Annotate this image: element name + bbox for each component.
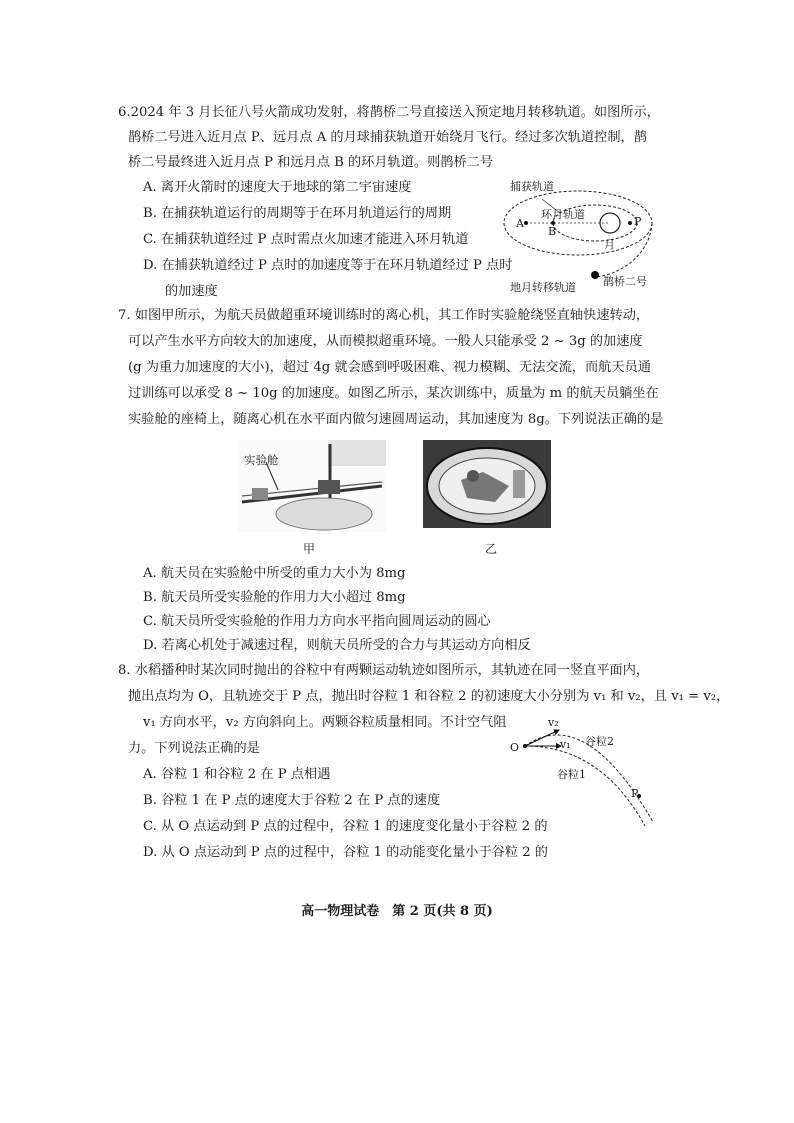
q7-label-cabin: 实验舱 [244, 453, 279, 467]
q7-option-a: A. 航天员在实验舱中所受的重力大小为 8mg [143, 566, 406, 581]
q6-label-a: A [516, 217, 524, 230]
q8-label-v2: v₂ [548, 716, 559, 729]
q8-label-v1: v₁ [560, 738, 571, 751]
q8-stem-line-1: 8. 水稻播种时某次同时抛出的谷粒中有两颗运动轨迹如图所示，其轨迹在同一竖直平面内， [118, 663, 650, 678]
q8-stem-line-3: v₁ 方向水平，v₂ 方向斜向上。两颗谷粒质量相同。不计空气阻 [143, 715, 507, 730]
q7-stem-line-4: 过训练可以承受 8 ~ 10g 的加速度。如图乙所示，某次训练中，质量为 m 的航天员躺坐在 [128, 386, 659, 401]
q6-option-c: C. 在捕获轨道经过 P 点时需点火加速才能进入环月轨道 [143, 232, 469, 247]
q8-stem-line-4: 力。下列说法正确的是 [128, 741, 260, 756]
q7-caption-jia: 甲 [303, 542, 316, 556]
q6-label-p: P [634, 215, 642, 228]
q8-option-d: D. 从 O 点运动到 P 点的过程中，谷粒 1 的动能变化量小于谷粒 2 的 [143, 845, 548, 860]
q8-label-grain1: 谷粒1 [557, 768, 586, 781]
q6-label-moon: 月 [604, 238, 615, 251]
q7-stem-line-5: 实验舱的座椅上，随离心机在水平面内做匀速圆周运动，其加速度为 8g。下列说法正确的是 [128, 412, 664, 427]
q7-stem-line-2: 可以产生水平方向较大的加速度，从而模拟超重环境。一般人只能承受 2 ~ 3g 的加速度 [128, 334, 643, 349]
q6-stem-line-2: 鹊桥二号进入近月点 P、远月点 A 的月球捕获轨道开始绕月飞行。经过多次轨道控制，鹊 [128, 130, 647, 145]
satellite-icon [591, 271, 599, 279]
q6-label-lunar-orbit: 环月轨道 [541, 208, 585, 221]
q7-stem-line-3: (g 为重力加速度的大小)，超过 4g 就会感到呼吸困难、视力模糊、无法交流，而航天员通 [128, 360, 651, 375]
q6-stem-line-3: 桥二号最终进入近月点 P 和远月点 B 的环月轨道。则鹊桥二号 [128, 155, 494, 170]
q6-label-capture-orbit: 捕获轨道 [510, 180, 554, 193]
q6-label-satellite: 鹊桥二号 [603, 275, 647, 288]
q6-label-b: B [548, 225, 557, 238]
astronaut-cabin-photo [423, 440, 551, 528]
q8-label-grain2: 谷粒2 [585, 735, 614, 748]
v2-arrow [525, 730, 559, 746]
q8-label-o: O [510, 741, 520, 754]
q7-option-b: B. 航天员所受实验舱的作用力大小超过 8mg [143, 590, 406, 605]
q8-option-b: B. 谷粒 1 在 P 点的速度大于谷粒 2 在 P 点的速度 [143, 793, 441, 808]
q7-stem-line-1: 7. 如图甲所示，为航天员做超重环境训练时的离心机，其工作时实验舱绕竖直轴快速转动， [118, 308, 650, 323]
q7-caption-yi: 乙 [485, 542, 498, 556]
q6-option-b: B. 在捕获轨道运行的周期等于在环月轨道运行的周期 [143, 206, 452, 221]
q6-label-transfer-orbit: 地月转移轨道 [510, 281, 576, 294]
page-footer: 高一物理试卷 第 2 页(共 8 页) [301, 904, 493, 919]
q8-stem-line-2: 抛出点均为 O，且轨迹交于 P 点，抛出时谷粒 1 和谷粒 2 的初速度大小分别为 v₁ 和 v₂，且 v₁ = v₂， [128, 689, 730, 704]
q7-option-d: D. 若离心机处于减速过程，则航天员所受的合力与其运动方向相反 [143, 638, 531, 653]
q8-option-c: C. 从 O 点运动到 P 点的过程中，谷粒 1 的速度变化量小于谷粒 2 的 [143, 819, 548, 834]
q7-option-c: C. 航天员所受实验舱的作用力方向水平指向圆周运动的圆心 [143, 614, 491, 629]
q6-stem-line-1: 6.2024 年 3 月长征八号火箭成功发射，将鹊桥二号直接送入预定地月转移轨道。如图所示， [118, 105, 660, 120]
q8-option-a: A. 谷粒 1 和谷粒 2 在 P 点相遇 [143, 767, 331, 782]
q8-label-p: P [631, 787, 639, 800]
q6-option-d-cont: 的加速度 [165, 284, 218, 299]
q6-option-a: A. 离开火箭时的速度大于地球的第二宇宙速度 [143, 180, 412, 195]
q6-option-d: D. 在捕获轨道经过 P 点时的加速度等于在环月轨道经过 P 点时 [143, 258, 513, 273]
